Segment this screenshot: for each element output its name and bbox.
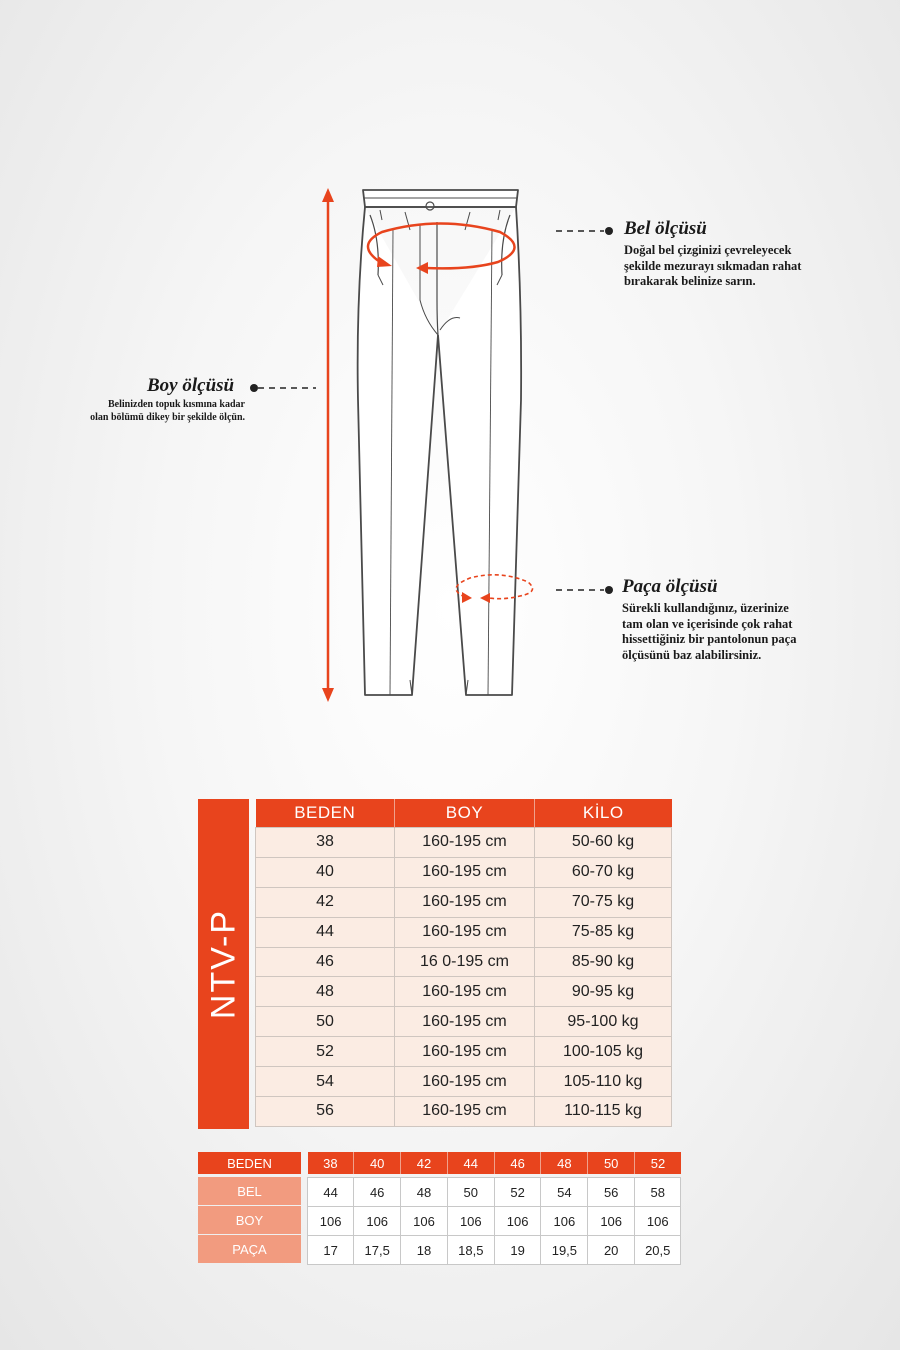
header-beden: BEDEN bbox=[256, 799, 395, 828]
boy-title: Boy ölçüsü bbox=[147, 375, 235, 396]
paca-cell: 18 bbox=[401, 1236, 448, 1265]
weight-cell: 100-105 kg bbox=[535, 1037, 672, 1067]
measurement-size-header bbox=[308, 1152, 681, 1174]
height-cell: 160-195 cm bbox=[395, 857, 535, 887]
paca-description bbox=[622, 601, 832, 663]
weight-cell: 90-95 kg bbox=[535, 977, 672, 1007]
size-cell: 50 bbox=[256, 1007, 395, 1037]
paca-cell: 20 bbox=[588, 1236, 635, 1265]
table-row bbox=[256, 828, 672, 858]
paca-cell: 17,5 bbox=[354, 1236, 401, 1265]
size-table-header bbox=[256, 799, 672, 828]
height-cell: 160-195 cm bbox=[395, 1067, 535, 1097]
weight-cell: 105-110 kg bbox=[535, 1067, 672, 1097]
weight-cell: 95-100 kg bbox=[535, 1007, 672, 1037]
bel-cell: 52 bbox=[494, 1178, 541, 1207]
boy-line: Belinizden topuk kısmına kadar bbox=[108, 399, 245, 410]
size-cell: 42 bbox=[256, 887, 395, 917]
row-label-boy: BOY bbox=[198, 1206, 301, 1234]
table-row bbox=[256, 887, 672, 917]
bel-row bbox=[308, 1178, 681, 1207]
height-cell: 160-195 cm bbox=[395, 828, 535, 858]
boy-line: olan bölümü dikey bir şekilde ölçün. bbox=[90, 411, 245, 423]
paca-cell: 18,5 bbox=[447, 1236, 494, 1265]
paca-title: Paça ölçüsü bbox=[622, 576, 718, 597]
boy-cell: 106 bbox=[541, 1207, 588, 1236]
bel-description bbox=[624, 243, 834, 290]
size-cell: 52 bbox=[256, 1037, 395, 1067]
table-row bbox=[256, 977, 672, 1007]
boy-cell: 106 bbox=[308, 1207, 354, 1236]
weight-cell: 60-70 kg bbox=[535, 857, 672, 887]
row-label-bel: BEL bbox=[198, 1177, 301, 1205]
measurement-row-labels bbox=[198, 1152, 301, 1264]
bel-title: Bel ölçüsü bbox=[624, 218, 707, 239]
header-boy: BOY bbox=[395, 799, 535, 828]
bel-line: Doğal bel çizginizi çevreleyecek bbox=[624, 243, 792, 257]
bel-cell: 48 bbox=[401, 1178, 448, 1207]
bel-cell: 54 bbox=[541, 1178, 588, 1207]
bel-cell: 50 bbox=[447, 1178, 494, 1207]
paca-cell: 19,5 bbox=[541, 1236, 588, 1265]
size-header-cell: 38 bbox=[308, 1152, 354, 1174]
size-cell: 56 bbox=[256, 1097, 395, 1127]
size-cell: 54 bbox=[256, 1067, 395, 1097]
table-row bbox=[256, 917, 672, 947]
size-table bbox=[255, 799, 672, 1127]
bel-line: bırakarak belinize sarın. bbox=[624, 274, 756, 288]
model-code-tab bbox=[198, 799, 249, 1129]
paca-cell: 17 bbox=[308, 1236, 354, 1265]
paca-cell: 19 bbox=[494, 1236, 541, 1265]
bel-cell: 46 bbox=[354, 1178, 401, 1207]
height-cell: 160-195 cm bbox=[395, 887, 535, 917]
boy-row bbox=[308, 1207, 681, 1236]
boy-cell: 106 bbox=[635, 1207, 681, 1236]
boy-cell: 106 bbox=[401, 1207, 448, 1236]
bel-cell: 56 bbox=[588, 1178, 635, 1207]
size-header-cell: 40 bbox=[354, 1152, 401, 1174]
size-header-cell: 50 bbox=[588, 1152, 635, 1174]
bel-line: şekilde mezurayı sıkmadan rahat bbox=[624, 258, 802, 273]
size-header-cell: 46 bbox=[494, 1152, 541, 1174]
header-kilo: KİLO bbox=[535, 799, 672, 828]
weight-cell: 85-90 kg bbox=[535, 947, 672, 977]
paca-line: hissettiğiniz bir pantolonun paça bbox=[622, 632, 797, 646]
size-header-cell: 44 bbox=[447, 1152, 494, 1174]
table-row bbox=[256, 1007, 672, 1037]
row-label-paca: PAÇA bbox=[198, 1235, 301, 1263]
size-cell: 48 bbox=[256, 977, 395, 1007]
boy-cell: 106 bbox=[447, 1207, 494, 1236]
height-cell: 16 0-195 cm bbox=[395, 947, 535, 977]
table-row bbox=[256, 947, 672, 977]
height-cell: 160-195 cm bbox=[395, 977, 535, 1007]
measurement-header-label: BEDEN bbox=[198, 1152, 301, 1174]
table-row bbox=[256, 1097, 672, 1127]
height-cell: 160-195 cm bbox=[395, 1037, 535, 1067]
table-row bbox=[256, 857, 672, 887]
paca-line: ölçüsünü baz alabilirsiniz. bbox=[622, 647, 762, 662]
bel-leader-dot bbox=[605, 227, 613, 235]
weight-cell: 110-115 kg bbox=[535, 1097, 672, 1127]
size-cell: 44 bbox=[256, 917, 395, 947]
size-header-cell: 52 bbox=[635, 1152, 681, 1174]
bel-cell: 58 bbox=[635, 1178, 681, 1207]
height-arrow bbox=[322, 188, 334, 702]
boy-leader-dot bbox=[250, 384, 258, 392]
paca-line: Sürekli kullandığınız, üzerinize bbox=[622, 601, 789, 615]
paca-row bbox=[308, 1236, 681, 1265]
height-cell: 160-195 cm bbox=[395, 917, 535, 947]
size-header-cell: 48 bbox=[541, 1152, 588, 1174]
boy-cell: 106 bbox=[588, 1207, 635, 1236]
paca-cell: 20,5 bbox=[635, 1236, 681, 1265]
height-cell: 160-195 cm bbox=[395, 1007, 535, 1037]
weight-cell: 75-85 kg bbox=[535, 917, 672, 947]
boy-description bbox=[40, 399, 245, 424]
bel-cell: 44 bbox=[308, 1178, 354, 1207]
weight-cell: 70-75 kg bbox=[535, 887, 672, 917]
size-cell: 46 bbox=[256, 947, 395, 977]
table-row bbox=[256, 1067, 672, 1097]
size-cell: 38 bbox=[256, 828, 395, 858]
model-code-label: NTV-P bbox=[204, 908, 242, 1020]
size-cell: 40 bbox=[256, 857, 395, 887]
table-row bbox=[256, 1037, 672, 1067]
boy-cell: 106 bbox=[494, 1207, 541, 1236]
paca-leader-dot bbox=[605, 586, 613, 594]
weight-cell: 50-60 kg bbox=[535, 828, 672, 858]
size-header-cell: 42 bbox=[401, 1152, 448, 1174]
height-cell: 160-195 cm bbox=[395, 1097, 535, 1127]
measurement-table bbox=[307, 1152, 681, 1265]
paca-line: tam olan ve içerisinde çok rahat bbox=[622, 616, 793, 631]
boy-cell: 106 bbox=[354, 1207, 401, 1236]
